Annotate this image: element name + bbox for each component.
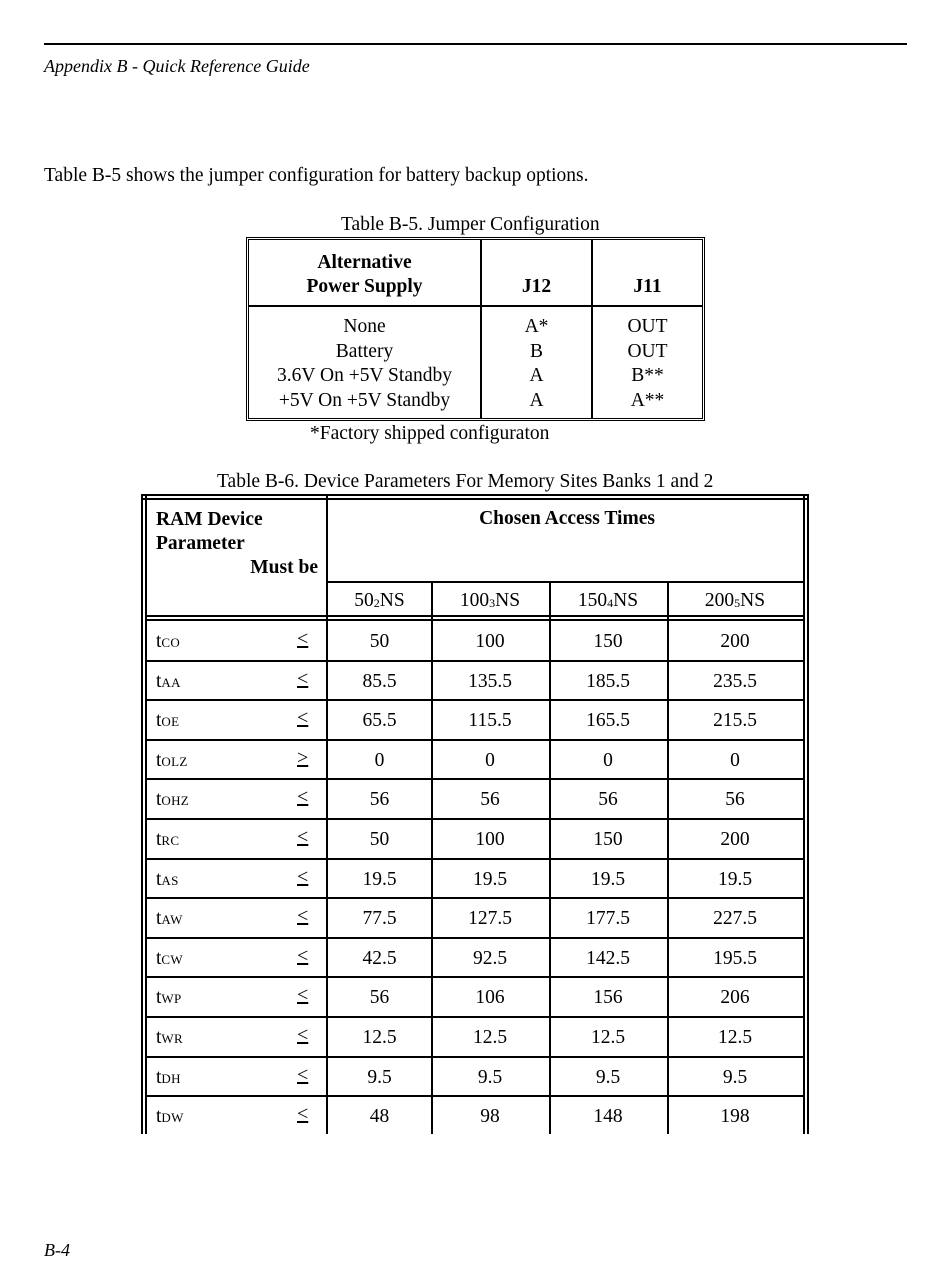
parameter-name bbox=[156, 948, 183, 970]
row-rule bbox=[147, 660, 803, 662]
table-cell: 56 bbox=[369, 987, 390, 1009]
table-cell: 148 bbox=[593, 1106, 623, 1128]
table-cell: 135.5 bbox=[468, 670, 512, 692]
parameter-subscript: AS bbox=[161, 872, 179, 888]
table-b5-cell: OUT bbox=[627, 340, 668, 362]
subheader-unit: NS bbox=[379, 590, 405, 611]
parameter-prefix: t bbox=[156, 670, 162, 692]
subheader-footnote-ref: 5 bbox=[734, 596, 741, 610]
parameter-name bbox=[156, 1067, 181, 1089]
table-cell: 115.5 bbox=[468, 710, 512, 732]
table-cell: 215.5 bbox=[713, 710, 757, 732]
table-cell: 9.5 bbox=[722, 1066, 748, 1088]
table-b6-subheader bbox=[549, 590, 667, 612]
table-b5-cell: +5V On +5V Standby bbox=[278, 389, 451, 411]
table-cell: 198 bbox=[720, 1106, 750, 1128]
table-cell: 98 bbox=[480, 1106, 500, 1128]
parameter-subscript: DH bbox=[161, 1070, 181, 1086]
row-rule bbox=[147, 897, 803, 899]
parameter-name bbox=[156, 987, 182, 1009]
table-cell: 56 bbox=[598, 789, 618, 811]
parameter-subscript: CW bbox=[161, 951, 183, 967]
table-row bbox=[147, 897, 803, 937]
table-b6-header-rule bbox=[328, 581, 803, 583]
table-b6-subheader bbox=[431, 590, 549, 612]
parameter-name bbox=[156, 869, 179, 891]
table-b5-cell: A bbox=[529, 389, 544, 411]
table-cell: 85.5 bbox=[362, 670, 397, 692]
row-rule bbox=[147, 778, 803, 780]
table-b5-header-j11: J11 bbox=[633, 276, 662, 297]
table-cell: 65.5 bbox=[362, 710, 397, 732]
table-cell: 19.5 bbox=[717, 868, 753, 890]
table-row bbox=[147, 778, 803, 818]
parameter-prefix: t bbox=[156, 947, 162, 969]
parameter-prefix: t bbox=[156, 987, 162, 1009]
header-param-line3: Must be bbox=[250, 557, 318, 578]
constraint-operator: < bbox=[297, 707, 309, 730]
constraint-operator: < bbox=[297, 1103, 309, 1126]
parameter-prefix: t bbox=[156, 868, 162, 890]
table-b5-j12-column bbox=[482, 315, 591, 413]
table-cell: 142.5 bbox=[586, 947, 630, 969]
table-cell: 195.5 bbox=[713, 947, 757, 969]
table-cell: 185.5 bbox=[586, 670, 630, 692]
table-cell: 200 bbox=[720, 829, 750, 850]
row-rule bbox=[147, 1056, 803, 1058]
subheader-value: 50 bbox=[354, 590, 374, 611]
table-b6 bbox=[141, 494, 809, 1134]
parameter-prefix: t bbox=[156, 749, 162, 771]
header-supply-line1: Alternative bbox=[317, 252, 412, 273]
table-b6-header-chosen-access-times: Chosen Access Times bbox=[479, 508, 655, 529]
table-b5-cell: A** bbox=[630, 389, 665, 411]
table-cell: 92.5 bbox=[472, 947, 508, 969]
table-cell: 50 bbox=[369, 631, 390, 652]
table-row bbox=[147, 1095, 803, 1135]
subheader-value: 150 bbox=[577, 590, 608, 611]
table-cell: 19.5 bbox=[472, 868, 508, 890]
table-cell: 165.5 bbox=[586, 710, 630, 732]
table-cell: 177.5 bbox=[586, 908, 630, 930]
row-rule bbox=[147, 739, 803, 741]
table-b5-cell: A bbox=[529, 365, 544, 386]
table-cell: 0 bbox=[485, 749, 495, 771]
constraint-operator: < bbox=[297, 944, 309, 967]
table-b5-cell: 3.6V On +5V Standby bbox=[277, 365, 452, 386]
table-cell: 12.5 bbox=[717, 1027, 753, 1048]
table-b5-supply-column bbox=[249, 315, 480, 413]
table-cell: 127.5 bbox=[468, 908, 512, 930]
intro-paragraph: Table B-5 shows the jumper configuration for battery backup options. bbox=[44, 165, 589, 186]
table-b6-right-border bbox=[803, 494, 809, 1134]
header-rule bbox=[44, 43, 907, 45]
page-number: B-4 bbox=[44, 1240, 70, 1260]
parameter-subscript: RC bbox=[161, 833, 180, 848]
table-cell: 0 bbox=[603, 749, 613, 771]
parameter-subscript: WR bbox=[161, 1031, 183, 1046]
table-cell: 12.5 bbox=[472, 1027, 508, 1048]
parameter-name bbox=[156, 750, 188, 772]
parameter-name bbox=[156, 1106, 184, 1128]
parameter-prefix: t bbox=[156, 1027, 162, 1048]
subheader-footnote-ref: 2 bbox=[373, 596, 380, 610]
running-head: Appendix B - Quick Reference Guide bbox=[44, 56, 310, 76]
table-b5-header-rule bbox=[249, 305, 702, 307]
table-b5-cell: B bbox=[529, 340, 543, 362]
table-b6-caption: Table B-6. Device Parameters For Memory Sites Banks 1 and 2 bbox=[217, 471, 714, 492]
parameter-name bbox=[156, 908, 183, 930]
parameter-prefix: t bbox=[156, 1066, 162, 1088]
parameter-prefix: t bbox=[156, 631, 162, 652]
table-cell: 206 bbox=[720, 987, 750, 1009]
table-cell: 50 bbox=[369, 829, 390, 850]
table-cell: 42.5 bbox=[362, 947, 397, 969]
table-cell: 56 bbox=[369, 789, 390, 811]
parameter-subscript: OE bbox=[161, 714, 180, 730]
row-rule bbox=[147, 699, 803, 701]
parameter-subscript: OLZ bbox=[161, 753, 188, 769]
table-b5-header-supply bbox=[249, 251, 480, 299]
constraint-operator: < bbox=[297, 667, 309, 690]
table-row bbox=[147, 1056, 803, 1096]
row-rule bbox=[147, 1095, 803, 1097]
table-cell: 156 bbox=[593, 987, 623, 1009]
table-b6-header-double-rule bbox=[147, 615, 803, 617]
table-cell: 150 bbox=[593, 631, 623, 652]
constraint-operator: < bbox=[297, 1024, 309, 1046]
row-rule bbox=[147, 1016, 803, 1018]
subheader-unit: NS bbox=[740, 590, 766, 611]
table-b6-subheader bbox=[328, 590, 431, 612]
parameter-name bbox=[156, 789, 189, 811]
table-row bbox=[147, 660, 803, 700]
table-cell: 19.5 bbox=[362, 868, 397, 890]
parameter-name bbox=[156, 710, 179, 732]
parameter-prefix: t bbox=[156, 1106, 162, 1128]
table-b6-top-border bbox=[141, 494, 809, 500]
table-cell: 106 bbox=[475, 987, 505, 1009]
constraint-operator: > bbox=[297, 746, 309, 769]
table-b5-j11-column bbox=[593, 315, 702, 413]
table-row bbox=[147, 739, 803, 779]
table-row bbox=[147, 858, 803, 898]
table-b6-header-parameter bbox=[156, 508, 318, 580]
table-cell: 9.5 bbox=[477, 1066, 503, 1088]
table-cell: 100 bbox=[475, 631, 505, 652]
table-b5-caption: Table B-5. Jumper Configuration bbox=[341, 214, 600, 235]
constraint-operator: < bbox=[297, 905, 309, 928]
table-cell: 12.5 bbox=[362, 1027, 397, 1048]
parameter-name bbox=[156, 829, 179, 851]
table-b5-header-j12: J12 bbox=[521, 276, 552, 297]
parameter-subscript: OHZ bbox=[161, 793, 190, 809]
table-row bbox=[147, 699, 803, 739]
parameter-subscript: WP bbox=[161, 991, 182, 1007]
row-rule bbox=[147, 858, 803, 860]
table-row bbox=[147, 976, 803, 1016]
parameter-name bbox=[156, 671, 181, 693]
row-rule bbox=[147, 818, 803, 820]
parameter-prefix: t bbox=[156, 710, 162, 732]
table-cell: 150 bbox=[593, 829, 623, 850]
constraint-operator: < bbox=[297, 984, 309, 1007]
constraint-operator: < bbox=[297, 865, 309, 888]
table-row bbox=[147, 818, 803, 858]
parameter-name bbox=[156, 1027, 183, 1049]
row-rule bbox=[147, 976, 803, 978]
subheader-value: 200 bbox=[704, 590, 735, 611]
table-b5-cell: B** bbox=[631, 365, 664, 386]
table-cell: 12.5 bbox=[590, 1027, 626, 1048]
constraint-operator: < bbox=[297, 786, 309, 809]
table-cell: 9.5 bbox=[595, 1066, 621, 1088]
table-cell: 77.5 bbox=[362, 908, 397, 930]
parameter-subscript: CO bbox=[161, 635, 181, 650]
table-cell: 200 bbox=[720, 631, 750, 652]
header-supply-line2: Power Supply bbox=[306, 276, 423, 297]
table-b5-cell: A* bbox=[524, 316, 549, 337]
table-cell: 0 bbox=[374, 749, 385, 771]
parameter-subscript: AW bbox=[161, 912, 183, 928]
table-cell: 9.5 bbox=[367, 1066, 392, 1088]
table-cell: 235.5 bbox=[713, 670, 757, 692]
table-b5-cell: OUT bbox=[627, 316, 668, 337]
table-b5-footnote: *Factory shipped configuraton bbox=[310, 423, 550, 444]
subheader-unit: NS bbox=[613, 590, 639, 611]
parameter-subscript: DW bbox=[161, 1110, 184, 1126]
subheader-unit: NS bbox=[495, 590, 521, 611]
subheader-value: 100 bbox=[459, 590, 490, 611]
table-cell: 227.5 bbox=[713, 908, 757, 930]
constraint-operator: < bbox=[297, 1063, 309, 1086]
subheader-footnote-ref: 3 bbox=[489, 596, 496, 610]
table-cell: 56 bbox=[725, 789, 745, 811]
parameter-prefix: t bbox=[156, 908, 162, 930]
table-row bbox=[147, 620, 803, 660]
table-row bbox=[147, 937, 803, 977]
parameter-prefix: t bbox=[156, 829, 162, 850]
table-b5-cell: Battery bbox=[335, 340, 394, 362]
row-rule bbox=[147, 937, 803, 939]
table-row bbox=[147, 1016, 803, 1056]
table-cell: 56 bbox=[480, 789, 500, 811]
header-param-line2: Parameter bbox=[156, 533, 245, 554]
constraint-operator: < bbox=[297, 628, 309, 650]
header-param-line1: RAM Device bbox=[156, 509, 263, 530]
table-cell: 0 bbox=[730, 749, 740, 771]
table-b5 bbox=[246, 237, 705, 421]
parameter-subscript: AA bbox=[161, 674, 181, 690]
constraint-operator: < bbox=[297, 826, 309, 848]
subheader-footnote-ref: 4 bbox=[607, 596, 614, 610]
table-cell: 100 bbox=[475, 829, 505, 850]
table-cell: 48 bbox=[369, 1106, 390, 1128]
table-b6-subheader bbox=[667, 590, 803, 612]
table-b5-cell: None bbox=[343, 316, 386, 337]
parameter-prefix: t bbox=[156, 789, 162, 811]
parameter-name bbox=[156, 631, 180, 653]
table-cell: 19.5 bbox=[590, 868, 626, 890]
